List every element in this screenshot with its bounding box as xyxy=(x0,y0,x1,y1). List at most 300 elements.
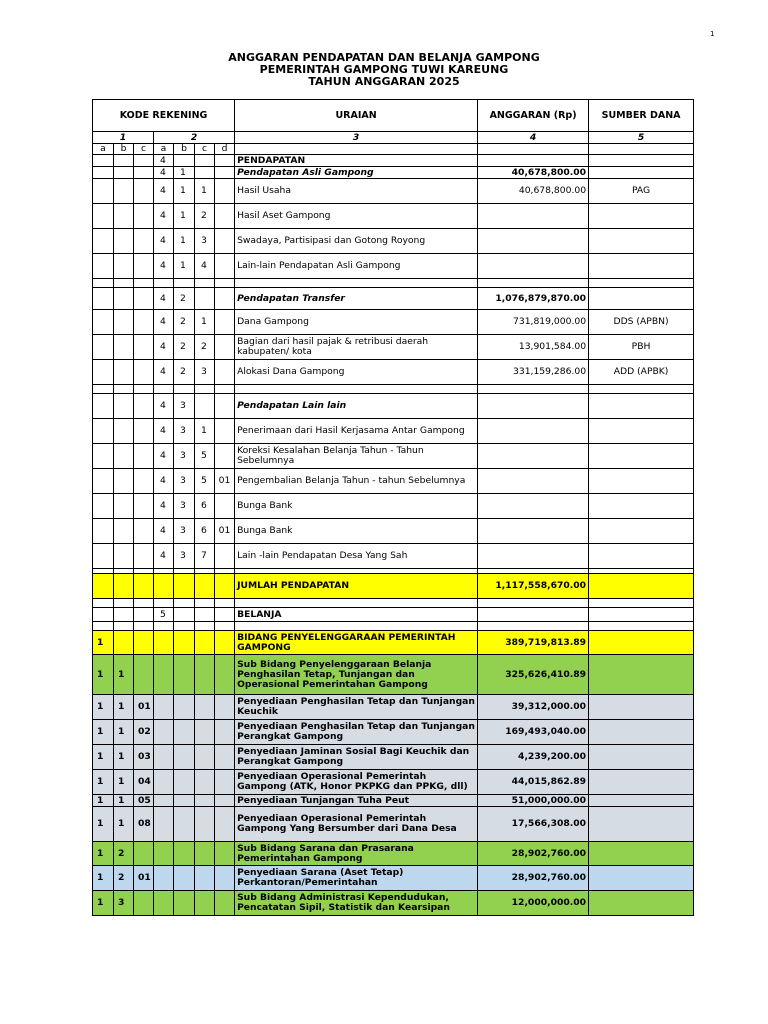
code-cell xyxy=(134,385,154,394)
anggaran-cell xyxy=(478,494,589,519)
code-cell xyxy=(93,167,114,179)
sumber-dana-cell xyxy=(589,288,694,310)
code-cell xyxy=(93,574,114,599)
sumber-dana-cell xyxy=(589,891,694,916)
code-cell xyxy=(134,891,154,916)
code-cell xyxy=(134,631,154,655)
sumber-dana-cell xyxy=(589,494,694,519)
code-cell xyxy=(174,279,195,288)
uraian-cell: JUMLAH PENDAPATAN xyxy=(235,574,478,599)
code-cell xyxy=(154,891,174,916)
sumber-dana-cell xyxy=(589,419,694,444)
uraian-cell: Bagian dari hasil pajak & retribusi daerah kabupaten/ kota xyxy=(235,335,478,360)
code-cell: 3 xyxy=(114,891,134,916)
code-cell xyxy=(174,608,195,622)
table-row xyxy=(93,444,694,469)
code-cell xyxy=(134,608,154,622)
code-cell xyxy=(215,891,235,916)
sumber-dana-cell xyxy=(589,444,694,469)
code-cell: 3 xyxy=(174,519,195,544)
code-cell xyxy=(154,866,174,891)
code-cell xyxy=(93,622,114,631)
table-row xyxy=(93,720,694,745)
code-cell: 2 xyxy=(114,866,134,891)
table-row xyxy=(93,279,694,288)
header-sumber-dana: SUMBER DANA xyxy=(589,100,694,132)
code-cell xyxy=(174,155,195,167)
code-cell: 1 xyxy=(93,631,114,655)
code-cell xyxy=(215,419,235,444)
code-cell xyxy=(195,770,215,795)
header-anggaran: ANGGARAN (Rp) xyxy=(478,100,589,132)
anggaran-cell xyxy=(478,419,589,444)
code-cell: 2 xyxy=(174,288,195,310)
code-cell xyxy=(174,891,195,916)
uraian-cell: Pendapatan Transfer xyxy=(235,288,478,310)
code-cell xyxy=(154,842,174,866)
code-cell xyxy=(195,608,215,622)
code-cell xyxy=(195,385,215,394)
sub-code-label: a xyxy=(93,144,114,155)
code-cell xyxy=(114,360,134,385)
code-cell xyxy=(215,279,235,288)
code-cell xyxy=(134,444,154,469)
code-cell: 3 xyxy=(174,419,195,444)
table-row xyxy=(93,655,694,695)
uraian-cell: Penyediaan Operasional Pemerintah Gampong Yang Bersumber dari Dana Desa xyxy=(235,807,478,842)
code-cell xyxy=(215,631,235,655)
code-cell: 1 xyxy=(195,310,215,335)
code-cell xyxy=(93,494,114,519)
code-cell: 5 xyxy=(154,608,174,622)
code-cell xyxy=(134,335,154,360)
anggaran-cell: 40,678,800.00 xyxy=(478,179,589,204)
table-row xyxy=(93,385,694,394)
code-cell: 1 xyxy=(174,179,195,204)
uraian-cell: Sub Bidang Administrasi Kependudukan, Pencatatan Sipil, Statistik dan Kearsipan xyxy=(235,891,478,916)
code-cell xyxy=(114,599,134,608)
code-cell xyxy=(195,279,215,288)
anggaran-cell xyxy=(478,444,589,469)
code-cell xyxy=(195,622,215,631)
code-cell: 4 xyxy=(154,335,174,360)
code-cell xyxy=(195,574,215,599)
anggaran-cell xyxy=(478,229,589,254)
code-cell xyxy=(154,655,174,695)
uraian-cell: Dana Gampong xyxy=(235,310,478,335)
code-cell xyxy=(215,394,235,419)
sumber-dana-cell xyxy=(589,469,694,494)
code-cell xyxy=(134,279,154,288)
table-row xyxy=(93,254,694,279)
sub-code-label: a xyxy=(154,144,174,155)
code-cell xyxy=(195,655,215,695)
code-cell xyxy=(134,288,154,310)
sumber-dana-cell: PAG xyxy=(589,179,694,204)
code-cell: 4 xyxy=(154,444,174,469)
code-cell xyxy=(93,469,114,494)
sumber-dana-cell xyxy=(589,622,694,631)
code-cell xyxy=(215,335,235,360)
code-cell: 5 xyxy=(195,444,215,469)
uraian-cell: PENDAPATAN xyxy=(235,155,478,167)
table-row xyxy=(93,622,694,631)
code-cell xyxy=(134,622,154,631)
code-cell xyxy=(114,608,134,622)
uraian-cell: Swadaya, Partisipasi dan Gotong Royong xyxy=(235,229,478,254)
table-row xyxy=(93,288,694,310)
code-cell: 1 xyxy=(93,807,114,842)
anggaran-cell xyxy=(478,519,589,544)
anggaran-cell xyxy=(478,394,589,419)
uraian-cell: Hasil Aset Gampong xyxy=(235,204,478,229)
code-cell xyxy=(154,807,174,842)
code-cell xyxy=(114,519,134,544)
sumber-dana-cell xyxy=(589,254,694,279)
table-head xyxy=(93,100,694,155)
code-cell: 01 xyxy=(134,695,154,720)
code-cell: 1 xyxy=(93,655,114,695)
table-row xyxy=(93,631,694,655)
code-cell: 04 xyxy=(134,770,154,795)
sub-code-label: b xyxy=(114,144,134,155)
sumber-dana-cell xyxy=(589,608,694,622)
code-cell: 3 xyxy=(174,444,195,469)
column-number-row xyxy=(93,132,694,144)
code-cell xyxy=(134,204,154,229)
code-cell xyxy=(215,167,235,179)
table-row xyxy=(93,204,694,229)
code-cell: 3 xyxy=(195,360,215,385)
code-cell: 3 xyxy=(174,544,195,569)
sumber-dana-cell: PBH xyxy=(589,335,694,360)
code-cell: 01 xyxy=(215,469,235,494)
code-cell: 1 xyxy=(195,419,215,444)
code-cell: 3 xyxy=(174,494,195,519)
code-cell xyxy=(174,795,195,807)
code-cell xyxy=(195,167,215,179)
code-cell xyxy=(93,288,114,310)
sumber-dana-cell xyxy=(589,574,694,599)
code-cell xyxy=(114,494,134,519)
code-cell: 4 xyxy=(154,419,174,444)
header-row xyxy=(93,100,694,132)
code-cell xyxy=(215,720,235,745)
uraian-cell: Hasil Usaha xyxy=(235,179,478,204)
sumber-dana-cell xyxy=(589,720,694,745)
code-cell xyxy=(174,770,195,795)
uraian-cell: Pengembalian Belanja Tahun - tahun Sebelumnya xyxy=(235,469,478,494)
code-cell xyxy=(114,288,134,310)
code-cell: 7 xyxy=(195,544,215,569)
code-cell xyxy=(93,279,114,288)
code-cell: 1 xyxy=(114,695,134,720)
code-cell xyxy=(134,179,154,204)
code-cell xyxy=(215,655,235,695)
code-cell: 1 xyxy=(93,795,114,807)
code-cell: 4 xyxy=(154,360,174,385)
code-cell xyxy=(215,807,235,842)
code-cell xyxy=(195,631,215,655)
code-cell xyxy=(93,155,114,167)
table-row xyxy=(93,795,694,807)
code-cell xyxy=(114,310,134,335)
code-cell xyxy=(134,394,154,419)
code-cell xyxy=(215,770,235,795)
code-cell xyxy=(93,229,114,254)
uraian-cell: Penyediaan Penghasilan Tetap dan Tunjangan Perangkat Gampong xyxy=(235,720,478,745)
uraian-cell: Lain-lain Pendapatan Asli Gampong xyxy=(235,254,478,279)
code-cell xyxy=(93,444,114,469)
code-cell xyxy=(195,288,215,310)
code-cell xyxy=(154,385,174,394)
code-cell xyxy=(134,229,154,254)
code-cell xyxy=(93,310,114,335)
budget-table xyxy=(92,99,694,916)
code-cell xyxy=(215,842,235,866)
code-cell xyxy=(215,608,235,622)
code-cell xyxy=(195,795,215,807)
code-cell: 2 xyxy=(195,335,215,360)
column-number-5: 5 xyxy=(589,132,694,144)
anggaran-cell xyxy=(478,204,589,229)
code-cell: 2 xyxy=(174,335,195,360)
code-cell xyxy=(93,335,114,360)
code-cell xyxy=(134,655,154,695)
code-cell: 1 xyxy=(114,807,134,842)
anggaran-cell: 731,819,000.00 xyxy=(478,310,589,335)
code-cell xyxy=(114,469,134,494)
table-row xyxy=(93,229,694,254)
sumber-dana-cell xyxy=(589,795,694,807)
code-cell: 4 xyxy=(195,254,215,279)
title-line-3: TAHUN ANGGARAN 2025 xyxy=(308,75,460,88)
code-cell xyxy=(195,394,215,419)
code-cell xyxy=(93,519,114,544)
code-cell xyxy=(174,866,195,891)
code-cell xyxy=(114,155,134,167)
code-cell xyxy=(154,695,174,720)
code-cell: 1 xyxy=(114,745,134,770)
code-cell: 3 xyxy=(174,394,195,419)
code-cell: 4 xyxy=(154,544,174,569)
code-cell: 1 xyxy=(93,745,114,770)
code-cell xyxy=(134,254,154,279)
code-cell: 1 xyxy=(174,167,195,179)
code-cell: 4 xyxy=(154,519,174,544)
code-cell: 1 xyxy=(114,770,134,795)
code-cell xyxy=(154,631,174,655)
table-row xyxy=(93,494,694,519)
code-cell xyxy=(114,544,134,569)
code-cell xyxy=(174,655,195,695)
code-cell xyxy=(114,335,134,360)
code-cell: 5 xyxy=(195,469,215,494)
code-cell xyxy=(114,419,134,444)
code-cell: 1 xyxy=(93,770,114,795)
code-cell: 1 xyxy=(174,204,195,229)
sumber-dana-cell xyxy=(589,842,694,866)
table-row xyxy=(93,745,694,770)
uraian-cell xyxy=(235,599,478,608)
anggaran-cell: 28,902,760.00 xyxy=(478,842,589,866)
code-cell xyxy=(114,204,134,229)
sumber-dana-cell xyxy=(589,544,694,569)
table-row xyxy=(93,155,694,167)
table-row xyxy=(93,394,694,419)
code-cell: 6 xyxy=(195,494,215,519)
code-cell xyxy=(93,179,114,204)
anggaran-cell: 51,000,000.00 xyxy=(478,795,589,807)
code-cell: 3 xyxy=(174,469,195,494)
table-row xyxy=(93,419,694,444)
code-cell xyxy=(114,254,134,279)
anggaran-cell xyxy=(478,622,589,631)
code-cell xyxy=(154,574,174,599)
sumber-dana-cell xyxy=(589,385,694,394)
code-cell xyxy=(134,494,154,519)
code-cell: 4 xyxy=(154,469,174,494)
uraian-cell: Penerimaan dari Hasil Kerjasama Antar Gampong xyxy=(235,419,478,444)
code-cell xyxy=(215,385,235,394)
table-row xyxy=(93,335,694,360)
code-cell xyxy=(114,631,134,655)
sumber-dana-cell xyxy=(589,807,694,842)
uraian-cell: Penyediaan Tunjangan Tuha Peut xyxy=(235,795,478,807)
anggaran-cell: 12,000,000.00 xyxy=(478,891,589,916)
table-row xyxy=(93,310,694,335)
code-cell: 3 xyxy=(195,229,215,254)
code-cell xyxy=(114,444,134,469)
sumber-dana-cell xyxy=(589,519,694,544)
code-cell: 4 xyxy=(154,288,174,310)
table-row xyxy=(93,807,694,842)
code-cell xyxy=(154,279,174,288)
anggaran-cell xyxy=(478,279,589,288)
code-cell xyxy=(114,179,134,204)
uraian-cell: Bunga Bank xyxy=(235,494,478,519)
uraian-cell xyxy=(235,385,478,394)
anggaran-cell xyxy=(478,608,589,622)
uraian-cell: Penyediaan Penghasilan Tetap dan Tunjangan Keuchik xyxy=(235,695,478,720)
code-cell: 1 xyxy=(195,179,215,204)
uraian-cell: Lain -lain Pendapatan Desa Yang Sah xyxy=(235,544,478,569)
code-cell xyxy=(215,695,235,720)
code-cell xyxy=(215,622,235,631)
sumber-dana-cell xyxy=(589,279,694,288)
anggaran-cell: 1,117,558,670.00 xyxy=(478,574,589,599)
code-cell xyxy=(134,167,154,179)
code-cell xyxy=(134,310,154,335)
code-cell xyxy=(93,204,114,229)
code-cell xyxy=(114,622,134,631)
sub-code-label: c xyxy=(195,144,215,155)
code-cell xyxy=(174,695,195,720)
uraian-cell: Bunga Bank xyxy=(235,519,478,544)
code-cell: 4 xyxy=(154,155,174,167)
uraian-cell: BIDANG PENYELENGGARAAN PEMERINTAH GAMPONG xyxy=(235,631,478,655)
anggaran-cell: 39,312,000.00 xyxy=(478,695,589,720)
code-cell: 4 xyxy=(154,494,174,519)
table-row xyxy=(93,167,694,179)
code-cell xyxy=(215,795,235,807)
code-cell xyxy=(215,310,235,335)
code-cell: 2 xyxy=(114,842,134,866)
code-cell xyxy=(174,745,195,770)
code-cell xyxy=(93,419,114,444)
code-cell: 4 xyxy=(154,167,174,179)
code-cell xyxy=(134,155,154,167)
header-uraian: URAIAN xyxy=(235,100,478,132)
anggaran-cell xyxy=(478,155,589,167)
code-cell: 1 xyxy=(114,795,134,807)
table-row xyxy=(93,360,694,385)
sub-code-label: d xyxy=(215,144,235,155)
sumber-dana-cell xyxy=(589,229,694,254)
code-cell xyxy=(215,444,235,469)
column-number-2: 2 xyxy=(154,132,235,144)
code-cell xyxy=(174,599,195,608)
sumber-dana-cell xyxy=(589,631,694,655)
anggaran-cell: 389,719,813.89 xyxy=(478,631,589,655)
code-cell: 1 xyxy=(93,866,114,891)
sub-code-row xyxy=(93,144,694,155)
anggaran-cell: 4,239,200.00 xyxy=(478,745,589,770)
code-cell xyxy=(215,360,235,385)
code-cell xyxy=(174,574,195,599)
code-cell xyxy=(195,807,215,842)
code-cell xyxy=(134,519,154,544)
code-cell xyxy=(174,807,195,842)
sumber-dana-cell: DDS (APBN) xyxy=(589,310,694,335)
uraian-cell: Sub Bidang Penyelenggaraan Belanja Penghasilan Tetap, Tunjangan dan Operasional Pemerintahan Gampong xyxy=(235,655,478,695)
header-kode-rekening: KODE REKENING xyxy=(93,100,235,132)
code-cell: 2 xyxy=(195,204,215,229)
code-cell xyxy=(195,842,215,866)
code-cell xyxy=(154,622,174,631)
code-cell: 4 xyxy=(154,254,174,279)
title-line-2: PEMERINTAH GAMPONG TUWI KAREUNG xyxy=(259,63,509,76)
table-row xyxy=(93,608,694,622)
anggaran-cell xyxy=(478,544,589,569)
code-cell: 08 xyxy=(134,807,154,842)
code-cell: 03 xyxy=(134,745,154,770)
uraian-cell: Pendapatan Lain lain xyxy=(235,394,478,419)
code-cell xyxy=(174,720,195,745)
sumber-dana-cell: ADD (APBK) xyxy=(589,360,694,385)
code-cell: 4 xyxy=(154,310,174,335)
code-cell xyxy=(215,288,235,310)
code-cell xyxy=(114,394,134,419)
table-row xyxy=(93,519,694,544)
sumber-dana-cell xyxy=(589,770,694,795)
code-cell xyxy=(93,608,114,622)
code-cell: 1 xyxy=(93,720,114,745)
code-cell xyxy=(93,394,114,419)
table-row xyxy=(93,599,694,608)
code-cell: 01 xyxy=(134,866,154,891)
table-row xyxy=(93,544,694,569)
code-cell: 1 xyxy=(114,720,134,745)
anggaran-cell xyxy=(478,385,589,394)
sumber-dana-cell xyxy=(589,155,694,167)
code-cell xyxy=(154,795,174,807)
code-cell xyxy=(215,229,235,254)
code-cell xyxy=(195,155,215,167)
code-cell xyxy=(215,574,235,599)
table-row xyxy=(93,770,694,795)
sumber-dana-cell xyxy=(589,167,694,179)
